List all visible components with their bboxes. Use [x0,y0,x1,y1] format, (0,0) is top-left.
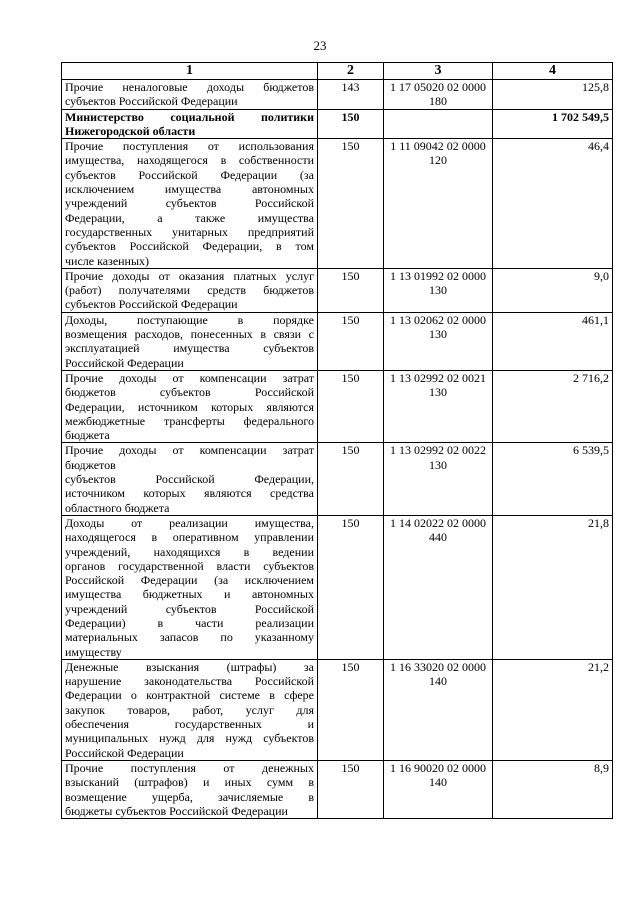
revenue-name-line: источником которых являются средства [65,486,314,501]
amount-cell: 9,0 [493,268,613,312]
revenue-name-cell [62,268,318,312]
revenue-name-cell [62,760,318,818]
revenue-name-line: (работ) получателями средств бюджетов [65,283,314,298]
budget-classification-code-cell [384,109,493,139]
admin-code-cell: 150 [318,760,384,818]
budget-classification-code-line: 140 [429,775,447,790]
revenue-name-line: бюджетов [65,457,116,472]
revenue-name-line: Министерство социальной политики [65,109,314,124]
revenue-name-line: взысканий (штрафов) и иных сумм в [65,775,314,790]
revenue-name-cell [62,80,318,110]
admin-code-cell: 150 [318,443,384,515]
amount-cell: 1 702 549,5 [493,109,613,139]
revenue-name-cell [62,659,318,760]
budget-classification-code-line: 130 [429,283,447,298]
amount-cell: 21,8 [493,515,613,659]
revenue-name-cell [62,312,318,370]
revenue-name-line: Прочие поступления от использования [65,139,314,154]
revenue-name-line: субъектов Российской Федерации [65,297,238,312]
budget-classification-code-cell [384,370,493,442]
budget-classification-code-line: 1 13 02062 02 0000 [390,312,486,327]
column-header-4: 4 [493,63,613,80]
revenue-name-line: закупок товаров, работ, услуг для [65,702,314,717]
admin-code-cell: 150 [318,312,384,370]
revenue-name-line: возмещение ущерба, зачисляемые в [65,789,314,804]
revenue-name-line: нарушение законодательства Российской [65,674,314,689]
budget-classification-code-line: 130 [429,457,447,472]
revenue-name-line: субъектов Российской Федерации, [65,472,314,487]
admin-code-cell: 150 [318,515,384,659]
budget-classification-code-cell [384,443,493,515]
revenue-name-line: Денежные взыскания (штрафы) за [65,659,314,674]
revenue-name-line: межбюджетные трансферты федерального [65,413,314,428]
amount-cell: 461,1 [493,312,613,370]
budget-classification-code-line: 1 14 02022 02 0000 [390,515,486,530]
table-row [62,109,613,139]
revenue-name-line: субъектов Российской Федерации (за [65,167,314,182]
revenue-name-line: Прочие доходы от оказания платных услуг [65,268,314,283]
budget-classification-code-line: 1 11 09042 02 0000 [390,139,486,154]
budget-classification-code-line: 140 [429,674,447,689]
revenue-name-line: Прочие неналоговые доходы бюджетов [65,80,314,94]
revenue-name-line: Российской Федерации [65,745,184,760]
revenue-name-line: бюджета [65,428,110,443]
budget-classification-code-cell [384,268,493,312]
revenue-name-cell [62,443,318,515]
revenue-name-line: имущества бюджетных и автономных [65,587,314,602]
page-number: 23 [313,38,327,53]
amount-cell: 21,2 [493,659,613,760]
budget-classification-code-cell [384,80,493,110]
revenue-name-cell [62,139,318,269]
revenue-name-line: муниципальных нужд для нужд субъектов [65,731,314,746]
admin-code-cell: 150 [318,109,384,139]
budget-classification-code-line: 120 [429,153,447,168]
revenue-name-line: Прочие поступления от денежных [65,760,314,775]
revenue-name-line: Прочие доходы от компенсации затрат [65,443,314,458]
budget-classification-code-line: 1 13 01992 02 0000 [390,268,486,283]
revenue-name-line: обеспечения государственных и [65,717,314,732]
revenue-name-line: учреждений, находящихся в ведении [65,544,314,559]
revenue-name-line: числе казенных) [65,253,150,268]
revenue-name-line: Доходы, поступающие в порядке [65,312,314,327]
budget-classification-code-line: 1 13 02992 02 0021 [390,370,486,385]
revenue-name-line: Федерации) в части реализации [65,615,314,630]
revenue-name-line: имуществу [65,644,122,659]
revenue-name-line: Российской Федерации [65,355,184,370]
revenue-name-line: Федерации, источником которых являются [65,399,314,414]
revenue-name-line: областного бюджета [65,500,170,515]
revenue-name-line: субъектов Российской Федерации [65,94,238,109]
table-row [62,515,613,659]
revenue-name-cell [62,109,318,139]
budget-classification-code-line: 1 17 05020 02 0000 [390,80,486,94]
table-row [62,443,613,515]
revenue-name-line: имущества, находящегося в собственности [65,153,314,168]
revenue-table [61,62,613,819]
amount-cell: 2 716,2 [493,370,613,442]
revenue-name-line: Доходы от реализации имущества, [65,515,314,530]
revenue-name-cell [62,370,318,442]
table-header-row [62,63,613,80]
revenue-name-line: бюджеты субъектов Российской Федерации [65,803,288,818]
budget-classification-code-cell [384,312,493,370]
table-row [62,312,613,370]
budget-classification-code-cell [384,139,493,269]
column-header-2: 2 [318,63,384,80]
admin-code-cell: 150 [318,659,384,760]
table-row [62,139,613,269]
revenue-name-line: находящегося в оперативном управлении [65,530,314,545]
budget-classification-code-line: 130 [429,385,447,400]
revenue-name-line: учреждений субъектов Российской [65,601,314,616]
revenue-name-line: органов государственной власти субъектов [65,558,314,573]
admin-code-cell: 150 [318,139,384,269]
column-header-3: 3 [384,63,493,80]
amount-cell: 46,4 [493,139,613,269]
revenue-name-line: материальных запасов по указанному [65,630,314,645]
admin-code-cell: 150 [318,268,384,312]
budget-classification-code-line: 1 16 33020 02 0000 [390,659,486,674]
revenue-name-line: субъектов Российской Федерации, в том [65,239,314,254]
revenue-name-line: Федерации о контрактной системе в сфере [65,688,314,703]
revenue-name-line: эксплуатацией имущества субъектов [65,341,314,356]
revenue-name-line: государственных унитарных предприятий [65,224,314,239]
budget-classification-code-line: 1 13 02992 02 0022 [390,443,486,458]
table-row [62,659,613,760]
revenue-name-line: Федерации, а также имущества [65,210,314,225]
budget-classification-code-line: 440 [429,530,447,545]
table-row [62,268,613,312]
budget-classification-code-line: 180 [429,94,447,109]
budget-classification-code-line: 1 16 90020 02 0000 [390,760,486,775]
revenue-name-cell [62,515,318,659]
amount-cell: 125,8 [493,80,613,110]
admin-code-cell: 150 [318,370,384,442]
table-body [62,80,613,819]
budget-classification-code-cell [384,515,493,659]
revenue-name-line: Прочие доходы от компенсации затрат [65,370,314,385]
revenue-name-line: бюджетов субъектов Российской [65,385,314,400]
table-row [62,370,613,442]
admin-code-cell: 143 [318,80,384,110]
revenue-name-line: учреждений субъектов Российской [65,196,314,211]
budget-classification-code-line: 130 [429,327,447,342]
revenue-name-line: Российской Федерации (за исключением [65,573,314,588]
revenue-name-line: возмещения расходов, понесенных в связи с [65,327,314,342]
amount-cell: 6 539,5 [493,443,613,515]
budget-classification-code-cell [384,760,493,818]
revenue-name-line: Нижегородской области [65,123,196,138]
revenue-name-line: исключением имущества автономных [65,182,314,197]
amount-cell: 8,9 [493,760,613,818]
table-row [62,80,613,110]
table-row [62,760,613,818]
budget-classification-code-cell [384,659,493,760]
column-header-1: 1 [62,63,318,80]
